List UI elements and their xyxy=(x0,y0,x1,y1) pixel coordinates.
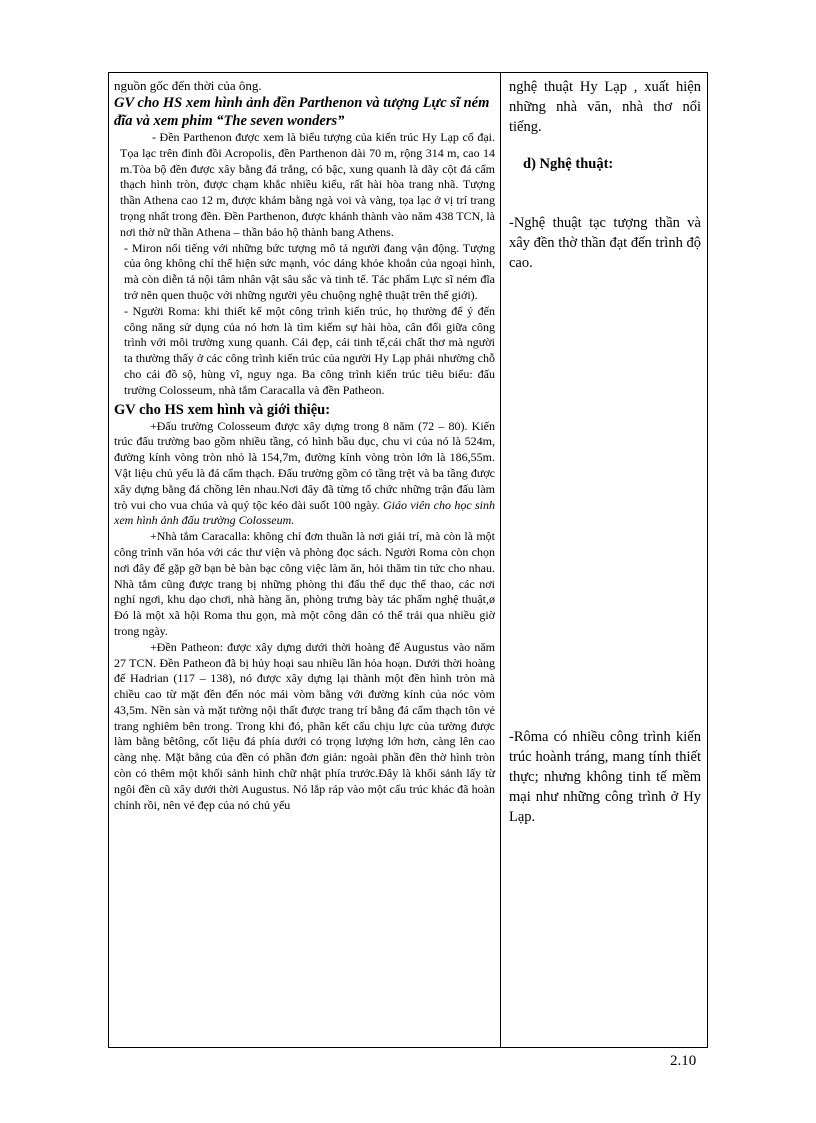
lead-text: nguồn gốc đến thời của ông. xyxy=(114,78,262,93)
content-column xyxy=(501,73,708,1047)
roma-paragraph: - Người Roma: khi thiết kế một công trình kiến trúc, họ thường để ý đến công năng sử dụng của nó hơn là tìm kiếm sự hài hòa, cân đối giữa công trình với môi trường xung quanh. Cái đẹp, cái tinh tế,cái chất thơ mà người ta thường thấy ở các công trình kiến trúc của người Hy Lạp phải nhường chỗ cho cái đồ sộ, hùng vĩ, nguy nga. Ba công trình kiến trúc tiêu biểu: đấu trường Colosseum, nhà tắm Caracalla và đền Patheon. xyxy=(124,303,495,397)
activity-column xyxy=(109,73,500,1047)
teacher-heading-parthenon: GV cho HS xem hình ảnh đền Parthenon và tượng Lực sĩ ném đĩa và xem phim “The seven wonders” xyxy=(114,95,490,129)
patheon-paragraph: +Đền Patheon: được xây dựng dưới thời hoàng đế Augustus vào năm 27 TCN. Đền Patheon đã bị hủy hoại sau nhiều lần hỏa hoạn. Dưới thời hoàng đế Hadrian (117 – 138), nó được xây dựng lại thành một đền hình tròn mà chiều cao từ mặt đền đến nóc mái vòm bằng với đường kính của nóc vòm 43,5m. Nền sàn và mặt tường nội thất được trang trí bằng đá cẩm thạch tôn vẻ trang nghiêm bên trong. Trong khi đó, phần kết cấu chịu lực của tường được làm bằng bêtông, cốt liệu đá phía dưới có trọng lượng lớn hơn, càng lên cao càng nhẹ. Mặt bằng của đền có phần đơn giản: ngoài phần đền thờ hình tròn còn có thêm một khối sảnh hình chữ nhật phía trước.Đây là khối sảnh lấy từ ngôi đền cũ xây dưới thời Augustus. Nó lắp ráp vào một cấu trúc khác đã hoàn chỉnh rồi, nên vẻ đẹp của nó chủ yếu xyxy=(114,639,495,812)
colosseum-note: Giáo viên cho học sinh xem hình ảnh đấu trường Colosseum. xyxy=(114,497,495,528)
teacher-heading-introduce: GV cho HS xem hình và giới thiệu: xyxy=(114,401,331,418)
colosseum-text: +Đấu trường Colosseum được xây dựng trong 8 năm (72 – 80). Kiến trúc đấu trường bao gồm nhiều tầng, có hình bầu dục, chu vi của nó là 524m, đường kính vòng tròn nhỏ là 154,7m, đường kính vòng tròn lớn là 186,55m. Vật liệu chủ yếu là đá cẩm thạch. Đấu trường gồm có tầng trệt và ba tầng được xây dựng bằng đá chồng lên nhau.Nơi đây đã từng tổ chức những trận đấu làm trò vui cho vua chúa và quý tộc kéo dài suốt 100 ngày. xyxy=(114,418,495,512)
colosseum-paragraph xyxy=(114,419,495,530)
caracalla-paragraph: +Nhà tắm Caracalla: không chỉ đơn thuần là nơi giải trí, mà còn là một công trình văn hóa với các thư viện và phòng đọc sách. Người Roma còn chọn nơi đây để gặp gỡ bạn bè bàn bạc công việc làm ăn, hỏi thăm tin tức cho nhau. Nhà tắm cũng được trang bị những phòng thi đấu thể dục thể thao, các nơi nghỉ ngơi, khu dạo chơi, nhà hàng ăn, phòng trưng bày tác phẩm nghệ thuật,ø Đó là một xã hội Roma thu gọn, mà một công dân có thể trải qua nhiều giờ trong ngày. xyxy=(114,529,495,638)
art-summary: -Nghệ thuật tạc tượng thần và xây đền thờ thần đạt đến trình độ cao. xyxy=(509,215,701,271)
miron-paragraph: - Miron nổi tiếng với những bức tượng mô tả người đang vận động. Tượng của ông không chỉ thể hiện sức mạnh, vóc dáng khỏe khoắn của ngoại hình, mà còn diễn tả nội tâm nhân vật sâu sắc và tinh tế. Tác phẩm Lực sĩ ném đĩa trở nên quen thuộc với những người yêu chuộng nghệ thuật trên thế giới). xyxy=(124,240,495,302)
literature-summary: nghệ thuật Hy Lạp , xuất hiện những nhà văn, nhà thơ nổi tiếng. xyxy=(509,79,701,135)
lesson-table xyxy=(108,72,708,1048)
art-heading: d) Nghệ thuật: xyxy=(523,156,614,172)
parthenon-paragraph: - Đền Parthenon được xem là biểu tượng của kiến trúc Hy Lạp cổ đại. Tọa lạc trên đỉnh đồi Acropolis, đền Parthenon dài 70 m, rộng 314 m, cao 14 m.Tòa bộ đền được xây bằng đá trắng, có bậc, xung quanh là dãy cột đá cẩm thạch hình tròn, được chạm khắc nhiều kiểu, rất hài hòa trang nhã. Tượng thần Athena cao 12 m, được khảm bằng ngà voi và vàng, tọa lạc ở vị trí trang trọng nhất trong đền. Đền Parthenon, được khánh thành vào năm 438 TCN, là nơi thờ nữ thần Athena – thần bảo hộ thành bang Athens. xyxy=(120,130,495,239)
page-number: 2.10 xyxy=(670,1053,697,1069)
roma-summary: -Rôma có nhiều công trình kiến trúc hoành tráng, mang tính thiết thực; nhưng không tinh tế mềm mại như những công trình ở Hy Lạp. xyxy=(509,729,701,825)
